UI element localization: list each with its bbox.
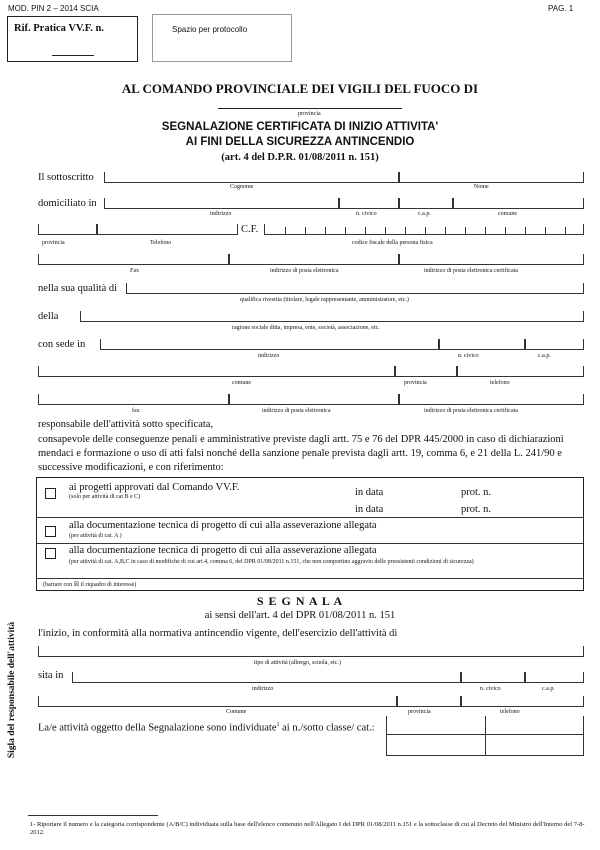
sita-indirizzo-field[interactable] [72,672,462,683]
title-line3: (art. 4 del D.P.R. 01/08/2011 n. 151) [221,152,379,163]
telefono-label: Telefono [150,240,172,246]
pec-label: indirizzo di posta elettronica certificata [424,268,518,274]
fax-label: Fax [130,268,139,274]
option-progetti-checkbox[interactable] [45,488,56,499]
sede-civico-field[interactable] [438,339,526,350]
form-code: MOD. PIN 2 – 2014 SCIA [8,4,99,13]
option-doc-a-label: alla documentazione tecnica di progetto di cui alla asseverazione allegata [69,520,377,531]
sita-telefono-label: telefono [500,709,520,715]
classe-grid[interactable] [386,716,584,756]
sede-fax-field[interactable] [38,394,230,405]
tipo-attivita-label: tipo di attività (albergo, scuola, etc.) [254,660,341,666]
sede-cap-field[interactable] [524,339,584,350]
domiciliato-label: domiciliato in [38,198,97,209]
provincia-label-2: provincia [42,240,65,246]
della-label: della [38,311,59,322]
rif-pratica-label: Rif. Pratica VV.F. n. [14,23,104,34]
option-doc-abc-label: alla documentazione tecnica di progetto di cui alla asseverazione allegata [69,545,377,556]
options-box [36,477,584,591]
option-progetti-data-1: in data [355,487,384,498]
domicilio-indirizzo-field[interactable] [104,198,340,209]
attivita-text [38,722,375,734]
options-divider-3 [37,578,583,579]
nome-field[interactable] [398,172,584,183]
provincia-line[interactable] [218,108,402,109]
option-doc-a-sub: (per attività di cat. A ) [69,533,122,539]
segnala-sub: ai sensi dell'art. 4 del DPR 01/08/2011 n. 151 [204,610,396,621]
sigla-label: Sigla del responsabile dell'attività [7,621,17,759]
telefono-field[interactable] [96,224,238,235]
sede-telefono-field[interactable] [456,366,584,377]
sita-label: sita in [38,670,64,681]
segnala-title: S E G N A L A [256,594,344,608]
cognome-field[interactable] [104,172,400,183]
sita-provincia-label: provincia [408,709,431,715]
option-doc-abc-sub: (per attività di cat. A,B,C in caso di modifiche di cui art.4, comma 6, del DPR 01/08/2011 n.151, che non comportino aggravio delle preesistenti condizioni di sicurezza) [69,559,474,565]
option-doc-abc-checkbox[interactable] [45,548,56,559]
sede-fax-label: fax [132,408,140,414]
consapevole-text: consapevole delle conseguenze penali e amministrative previste dagli artt. 75 e 76 del DPR 445/2000 in caso di dichiarazioni mendaci e formazione o uso di atti falsi nonché della sanzione penale prevista dagli artt. 19, comma 6, e 21 della L. 241/90 e successive modificazioni, e con riferimento: [38,434,564,473]
title-line2: AI FINI DELLA SICUREZZA ANTINCENDIO [185,136,415,148]
qualita-label: nella sua qualità di [38,283,118,294]
title-line1: SEGNALAZIONE CERTIFICATA DI INIZIO ATTIVITA' [161,121,439,133]
rif-pratica-box[interactable] [7,16,138,62]
footnote-text: 1- Riportare il numero e la categoria corrispondente (A/B/C) individuata sulla base dell'elenco contenuto nell'Allegato I del DPR 01/08/2011 n.151 e la sottoclasse di cui al Decreto del Ministro dell'Interno del 7-8-2012. [30,821,585,836]
sita-comune-field[interactable] [38,696,398,707]
protocollo-label: Spazio per protocollo [172,25,248,34]
provincia-field[interactable] [38,224,98,235]
sede-provincia-field[interactable] [394,366,458,377]
sede-provincia-label: provincia [404,380,427,386]
civico-label: n. civico [356,211,377,217]
email-field[interactable] [228,254,400,265]
ragione-sociale-field[interactable] [80,311,584,322]
sede-pec-label: indirizzo di posta elettronica certificata [424,408,518,414]
domicilio-comune-field[interactable] [452,198,584,209]
classe-label: ai n./sotto classe/ cat.: [282,722,375,734]
sita-provincia-field[interactable] [396,696,462,707]
codice-fiscale-label: codice fiscale della persona fisica [352,240,433,246]
option-doc-a-checkbox[interactable] [45,526,56,537]
sede-indirizzo-label: indirizzo [258,353,280,359]
sede-email-label: indirizzo di posta elettronica [262,408,331,414]
cognome-label: Cognome [230,184,254,190]
option-progetti-prot-1: prot. n. [461,487,492,498]
sede-civico-label: n. civico [458,353,479,359]
sottoscritto-label: Il sottoscritto [38,172,94,183]
provincia-label: provincia [298,111,321,117]
tipo-attivita-field[interactable] [38,646,584,657]
qualifica-label: qualifica rivestita (titolare, legale rappresentante, amministratore, etc.) [240,297,409,303]
options-divider-2 [37,543,583,544]
ragione-sociale-label: ragione sociale ditta, impresa, ente, società, associazione, etc. [232,325,380,331]
cap-label: c.a.p. [418,211,431,217]
sita-indirizzo-label: indirizzo [252,686,274,692]
inizio-text: l'inizio, in conformità alla normativa antincendio vigente, dell'esercizio dell'attività di [38,628,398,639]
nome-label: Nome [474,184,489,190]
sede-telefono-label: telefono [490,380,510,386]
sita-comune-label: Comune [226,709,247,715]
pec-field[interactable] [398,254,584,265]
sita-cap-label: c.a.p. [542,686,555,692]
responsabile-text: responsabile dell'attività sotto specificata, [38,419,214,430]
sede-comune-label: comune [232,380,251,386]
option-progetti-prot-2: prot. n. [461,504,492,515]
sede-indirizzo-field[interactable] [100,339,440,350]
page-number: PAG. 1 [548,4,574,13]
rif-pratica-line [52,55,94,56]
sede-pec-field[interactable] [398,394,584,405]
barrare-note: (barrare con ☒ il riquadro di interesse) [43,582,137,588]
protocollo-box[interactable] [152,14,292,62]
domicilio-cap-field[interactable] [398,198,454,209]
cf-label: C.F. [241,224,259,235]
sede-email-field[interactable] [228,394,400,405]
email-label: indirizzo di posta elettronica [270,268,339,274]
sigla-area[interactable] [2,600,22,780]
comune-label: comune [498,211,517,217]
sita-cap-field[interactable] [524,672,584,683]
fax-field[interactable] [38,254,230,265]
option-progetti-data-2: in data [355,504,384,515]
sede-comune-field[interactable] [38,366,396,377]
codice-fiscale-field[interactable] [264,224,584,235]
domicilio-civico-field[interactable] [338,198,400,209]
sita-civico-label: n. civico [480,686,501,692]
footnote-ref: 1 [276,722,280,728]
footnote-separator [28,815,158,816]
sita-civico-field[interactable] [460,672,526,683]
indirizzo-label: indirizzo [210,211,232,217]
sede-cap-label: c.a.p. [538,353,551,359]
qualifica-field[interactable] [126,283,584,294]
option-progetti-label: ai progetti approvati dal Comando VV.F. [69,482,240,493]
sede-label: con sede in [38,339,86,350]
comando-title: AL COMANDO PROVINCIALE DEI VIGILI DEL FUOCO DI [121,81,479,96]
sita-telefono-field[interactable] [460,696,584,707]
attivita-label: La/e attività oggetto della Segnalazione sono individuate [38,722,277,734]
option-progetti-sub: (solo per attività di cat B e C) [69,494,141,500]
options-divider-1 [37,517,583,518]
